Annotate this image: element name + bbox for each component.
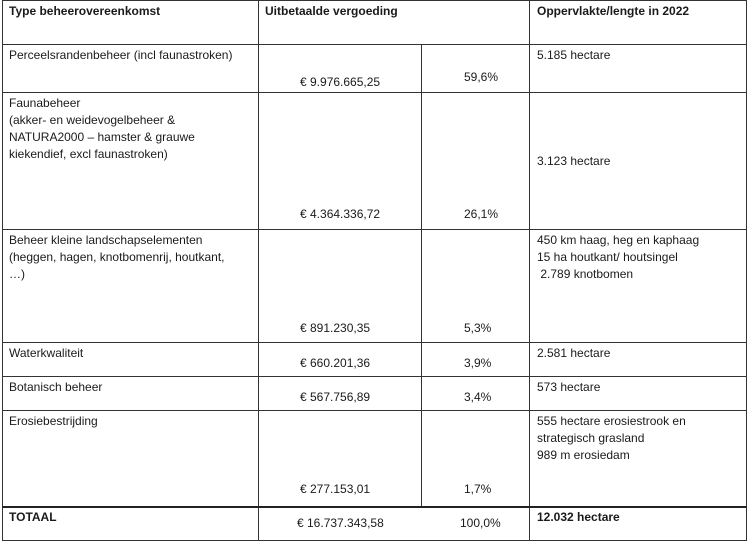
total-area: 12.032 hectare <box>537 510 620 524</box>
row-type: …) <box>9 267 25 281</box>
row-amount: € 277.153,01 <box>300 482 371 496</box>
row-area: strategisch grasland <box>537 431 645 445</box>
header-type: Type beheerovereenkomst <box>9 4 161 18</box>
grid-line <box>529 0 530 541</box>
grid-line <box>2 410 747 411</box>
row-area: 2.581 hectare <box>537 346 611 360</box>
agreement-table <box>2 0 747 541</box>
row-type: Waterkwaliteit <box>9 346 84 360</box>
row-type: NATURA2000 – hamster & grauwe <box>9 130 195 144</box>
grid-line <box>746 0 747 541</box>
total-label: TOTAAL <box>9 510 57 524</box>
row-area: 555 hectare erosiestrook en <box>537 414 686 428</box>
row-amount: € 891.230,35 <box>300 321 371 335</box>
row-area: 2.789 knotbomen <box>537 267 634 281</box>
grid-line <box>2 92 747 93</box>
row-area: 15 ha houtkant/ houtsingel <box>537 250 678 264</box>
row-amount: € 4.364.336,72 <box>300 207 381 221</box>
row-amount: € 9.976.665,25 <box>300 75 381 89</box>
row-type: Botanisch beheer <box>9 380 103 394</box>
row-area: 5.185 hectare <box>537 48 611 62</box>
grid-line <box>2 506 747 508</box>
total-percent: 100,0% <box>460 516 501 530</box>
grid-line <box>2 0 3 541</box>
grid-line <box>2 376 747 377</box>
row-type: (heggen, hagen, knotbomenrij, houtkant, <box>9 250 225 264</box>
row-amount: € 660.201,36 <box>300 356 371 370</box>
row-type: Perceelsrandenbeheer (incl faunastroken) <box>9 48 233 62</box>
header-area: Oppervlakte/lengte in 2022 <box>537 4 690 18</box>
grid-line <box>2 0 747 1</box>
row-type: Faunabeheer <box>9 96 81 110</box>
row-percent: 3,9% <box>464 356 492 370</box>
row-type: kiekendief, excl faunastroken) <box>9 147 168 161</box>
total-amount: € 16.737.343,58 <box>297 516 384 530</box>
row-percent: 3,4% <box>464 390 492 404</box>
row-percent: 1,7% <box>464 482 492 496</box>
row-percent: 26,1% <box>464 207 499 221</box>
row-percent: 59,6% <box>464 70 499 84</box>
grid-line <box>2 342 747 343</box>
row-percent: 5,3% <box>464 321 492 335</box>
grid-line <box>2 540 747 541</box>
row-area: 573 hectare <box>537 380 601 394</box>
row-amount: € 567.756,89 <box>300 390 371 404</box>
grid-line <box>258 0 259 541</box>
row-area: 989 m erosiedam <box>537 448 630 462</box>
grid-line <box>421 44 422 507</box>
grid-line <box>2 229 747 230</box>
row-type: Erosiebestrijding <box>9 414 98 428</box>
row-area: 3.123 hectare <box>537 154 611 168</box>
row-type: Beheer kleine landschapselementen <box>9 233 203 247</box>
header-payment: Uitbetaalde vergoeding <box>265 4 398 18</box>
row-type: (akker- en weidevogelbeheer & <box>9 113 176 127</box>
row-area: 450 km haag, heg en kaphaag <box>537 233 700 247</box>
grid-line <box>2 44 747 45</box>
